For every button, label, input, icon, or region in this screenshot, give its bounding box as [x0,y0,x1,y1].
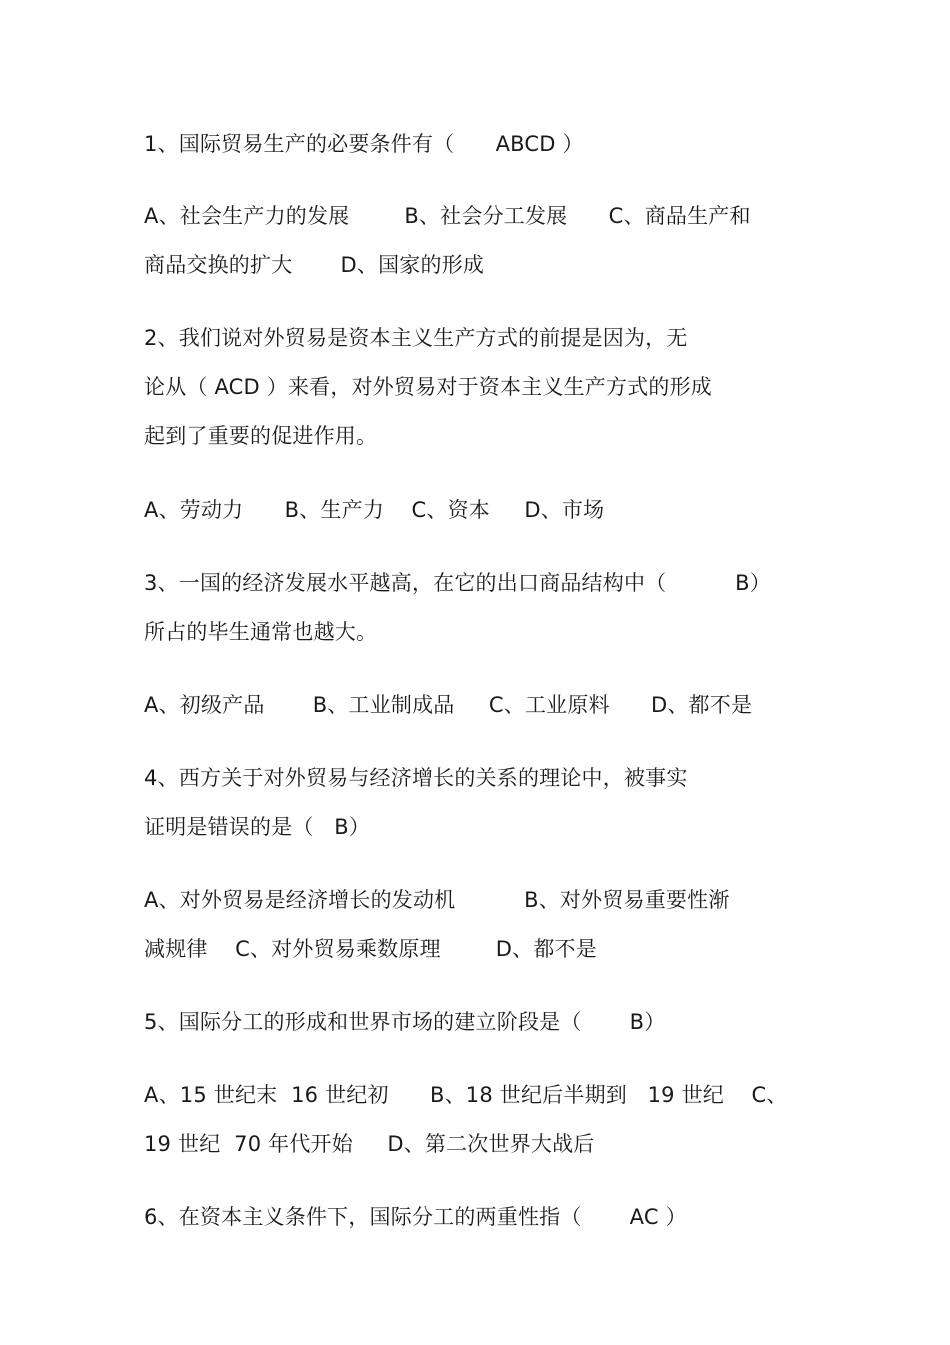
question-2-options: A、劳动力 B、生产力 C、资本 D、市场 [144,498,605,522]
question-3-stem-line-2: 所占的毕生通常也越大。 [144,620,378,644]
question-5-stem: 5、国际分工的形成和世界市场的建立阶段是（ B） [144,1010,666,1034]
question-4-options-line-1: A、对外贸易是经济增长的发动机 B、对外贸易重要性渐 [144,888,730,912]
question-1-options-line-1: A、社会生产力的发展 B、社会分工发展 C、商品生产和 [144,204,751,228]
question-2-stem-line-2: 论从（ ACD ）来看，对外贸易对于资本主义生产方式的形成 [144,375,712,399]
question-4-options-line-2: 减规律 C、对外贸易乘数原理 D、都不是 [144,937,597,961]
question-2-stem-line-1: 2、我们说对外贸易是资本主义生产方式的前提是因为，无 [144,326,688,350]
question-3-options: A、初级产品 B、工业制成品 C、工业原料 D、都不是 [144,693,753,717]
question-5-options-line-2: 19 世纪 70 年代开始 D、第二次世界大战后 [144,1132,595,1156]
question-5-options-line-1: A、15 世纪末 16 世纪初 B、18 世纪后半期到 19 世纪 C、 [144,1083,788,1107]
question-4-stem-line-1: 4、西方关于对外贸易与经济增长的关系的理论中，被事实 [144,766,688,790]
question-1-options-line-2: 商品交换的扩大 D、国家的形成 [144,253,485,277]
question-4-stem-line-2: 证明是错误的是（ B） [144,815,371,839]
question-2-stem-line-3: 起到了重要的促进作用。 [144,424,378,448]
question-1-stem: 1、国际贸易生产的必要条件有（ ABCD ） [144,132,584,156]
question-6-stem: 6、在资本主义条件下，国际分工的两重性指（ AC ） [144,1205,687,1229]
question-3-stem-line-1: 3、一国的经济发展水平越高，在它的出口商品结构中（ B） [144,571,771,595]
